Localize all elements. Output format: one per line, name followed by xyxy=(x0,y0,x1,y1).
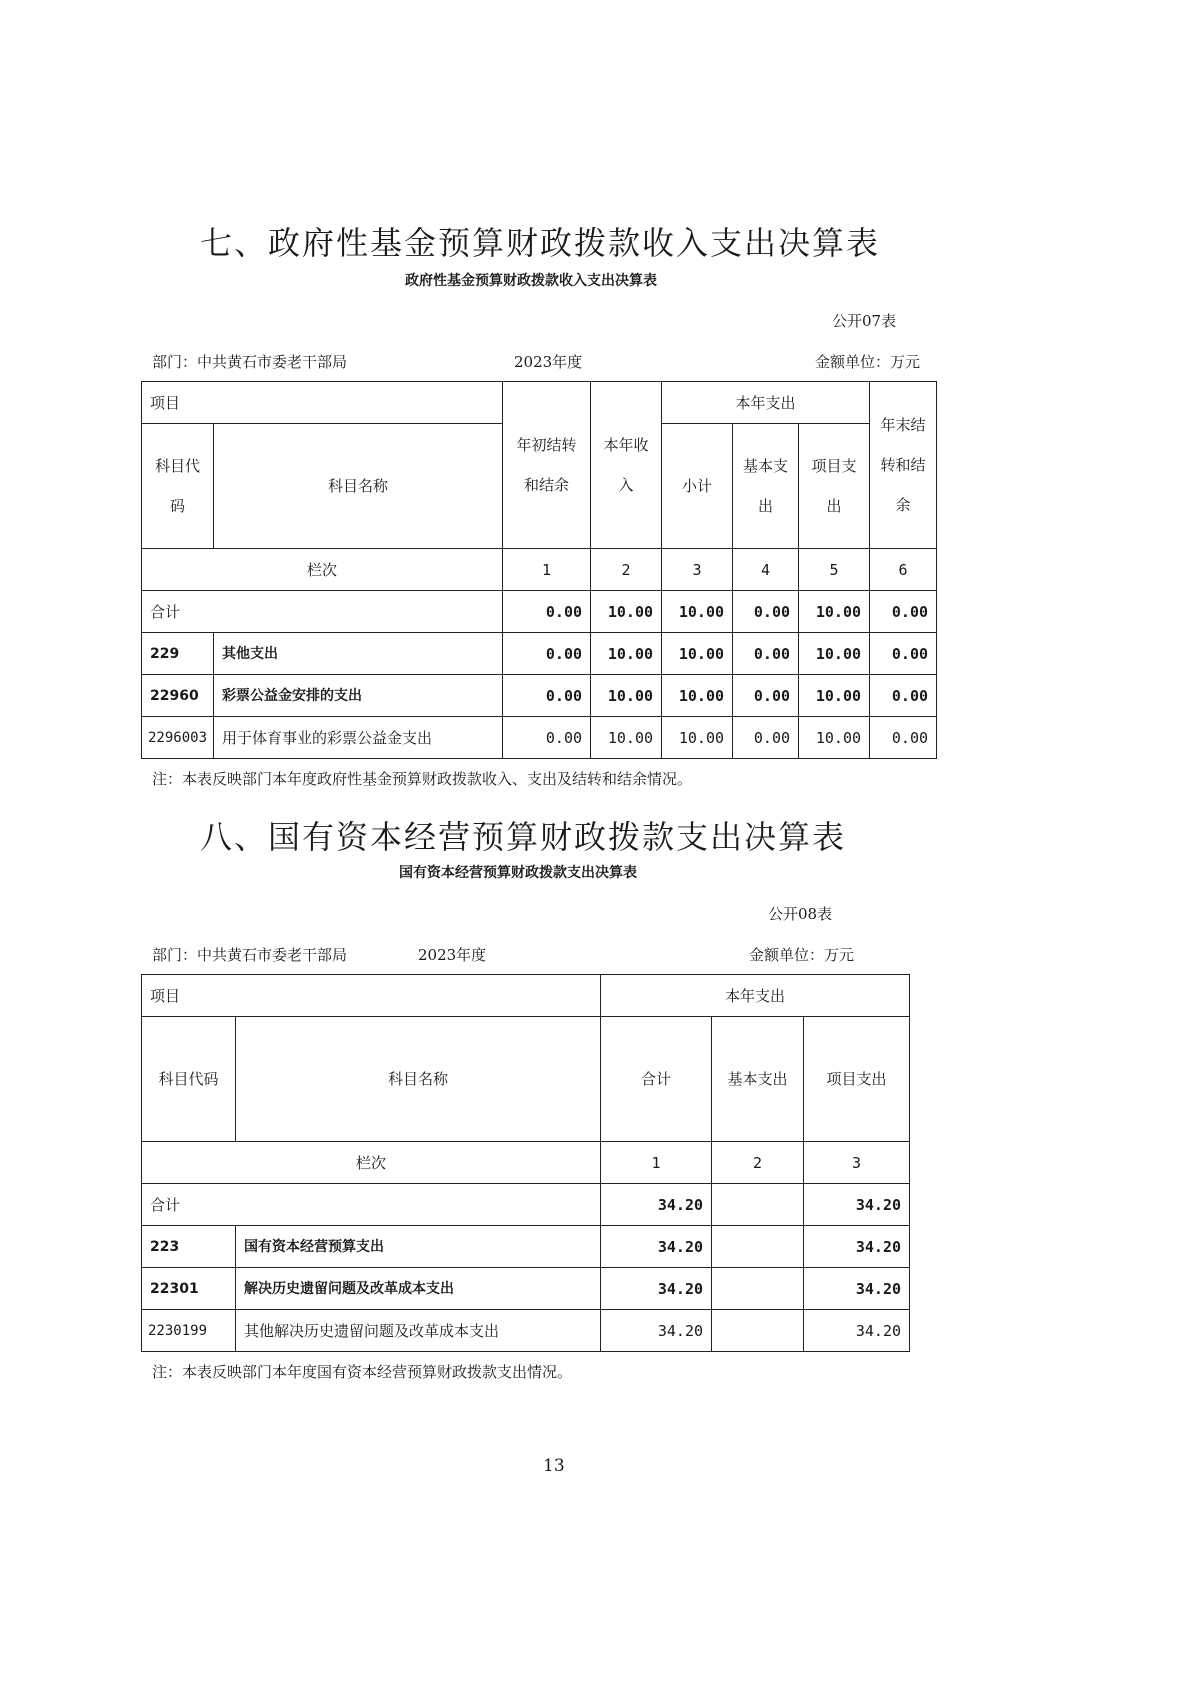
row-code: 22301 xyxy=(142,1268,236,1310)
cell-value xyxy=(712,1184,804,1226)
header-carry-in: 年初结转和结余 xyxy=(503,382,591,549)
col-number: 3 xyxy=(662,549,733,591)
table-row xyxy=(142,633,937,675)
column-index-label: 栏次 xyxy=(142,1142,601,1184)
cell-value: 34.20 xyxy=(601,1226,712,1268)
col-number: 2 xyxy=(712,1142,804,1184)
header-project: 项目支出 xyxy=(804,1017,910,1142)
row-name: 用于体育事业的彩票公益金支出 xyxy=(214,717,503,759)
row-name: 其他解决历史遗留问题及改革成本支出 xyxy=(236,1310,601,1352)
header-item: 项目 xyxy=(142,382,503,424)
cell-value: 0.00 xyxy=(503,675,591,717)
cell-value: 34.20 xyxy=(601,1310,712,1352)
row-code: 22960 xyxy=(142,675,214,717)
cell-value: 10.00 xyxy=(591,717,662,759)
section8-table xyxy=(141,974,910,1352)
cell-value: 34.20 xyxy=(804,1310,910,1352)
table-row xyxy=(142,717,937,759)
cell-value: 0.00 xyxy=(733,591,799,633)
cell-value: 34.20 xyxy=(601,1184,712,1226)
table-row xyxy=(142,1310,910,1352)
cell-value: 34.20 xyxy=(804,1226,910,1268)
cell-value: 10.00 xyxy=(662,675,733,717)
col-number: 4 xyxy=(733,549,799,591)
section7-unit: 金额单位：万元 xyxy=(815,353,921,371)
row-name: 国有资本经营预算支出 xyxy=(236,1226,601,1268)
cell-value: 10.00 xyxy=(799,717,870,759)
section8-form-no: 公开08表 xyxy=(768,905,833,923)
header-item: 项目 xyxy=(142,975,601,1017)
cell-value: 0.00 xyxy=(503,591,591,633)
row-name: 其他支出 xyxy=(214,633,503,675)
row-code: 2230199 xyxy=(142,1310,236,1352)
cell-value: 10.00 xyxy=(662,717,733,759)
header-code: 科目代码 xyxy=(142,424,214,549)
table-row xyxy=(142,1226,910,1268)
cell-value: 10.00 xyxy=(591,633,662,675)
row-name: 解决历史遗留问题及改革成本支出 xyxy=(236,1268,601,1310)
row-code: 2296003 xyxy=(142,717,214,759)
cell-value: 0.00 xyxy=(733,633,799,675)
header-project: 项目支出 xyxy=(799,424,870,549)
section7-note: 注：本表反映部门本年度政府性基金预算财政拨款收入、支出及结转和结余情况。 xyxy=(152,770,693,788)
section8-unit: 金额单位：万元 xyxy=(749,946,855,964)
row-name: 彩票公益金安排的支出 xyxy=(214,675,503,717)
header-carry-out: 年末结转和结余 xyxy=(870,382,937,549)
header-name: 科目名称 xyxy=(214,424,503,549)
row-code: 229 xyxy=(142,633,214,675)
section7-table xyxy=(141,381,937,759)
column-index-label: 栏次 xyxy=(142,549,503,591)
section7-year: 2023年度 xyxy=(514,353,583,371)
total-label: 合计 xyxy=(142,591,503,633)
table-row xyxy=(142,1268,910,1310)
cell-value: 34.20 xyxy=(804,1184,910,1226)
cell-value: 10.00 xyxy=(662,633,733,675)
header-expense-group: 本年支出 xyxy=(662,382,870,424)
header-basic: 基本支出 xyxy=(712,1017,804,1142)
cell-value xyxy=(712,1226,804,1268)
cell-value: 0.00 xyxy=(870,675,937,717)
cell-value: 0.00 xyxy=(870,717,937,759)
cell-value xyxy=(712,1268,804,1310)
total-label: 合计 xyxy=(142,1184,601,1226)
cell-value: 34.20 xyxy=(601,1268,712,1310)
table-row xyxy=(142,675,937,717)
cell-value: 10.00 xyxy=(799,633,870,675)
header-income: 本年收入 xyxy=(591,382,662,549)
total-row xyxy=(142,1184,910,1226)
col-number: 5 xyxy=(799,549,870,591)
cell-value: 0.00 xyxy=(503,633,591,675)
section8-heading: 八、国有资本经营预算财政拨款支出决算表 xyxy=(200,818,847,856)
cell-value: 0.00 xyxy=(870,591,937,633)
header-total: 合计 xyxy=(601,1017,712,1142)
cell-value: 34.20 xyxy=(804,1268,910,1310)
col-number: 6 xyxy=(870,549,937,591)
section8-note: 注：本表反映部门本年度国有资本经营预算财政拨款支出情况。 xyxy=(152,1363,573,1381)
col-number: 2 xyxy=(591,549,662,591)
cell-value: 0.00 xyxy=(733,717,799,759)
cell-value: 0.00 xyxy=(733,675,799,717)
header-expense-group: 本年支出 xyxy=(601,975,910,1017)
cell-value: 10.00 xyxy=(799,675,870,717)
col-number: 1 xyxy=(503,549,591,591)
page-number: 13 xyxy=(543,1456,565,1476)
row-code: 223 xyxy=(142,1226,236,1268)
header-basic: 基本支出 xyxy=(733,424,799,549)
cell-value: 10.00 xyxy=(591,675,662,717)
cell-value: 0.00 xyxy=(503,717,591,759)
cell-value: 10.00 xyxy=(799,591,870,633)
section8-year: 2023年度 xyxy=(418,946,487,964)
cell-value: 10.00 xyxy=(662,591,733,633)
col-number: 3 xyxy=(804,1142,910,1184)
section7-department: 部门：中共黄石市委老干部局 xyxy=(152,353,348,371)
cell-value: 0.00 xyxy=(870,633,937,675)
section7-subtitle: 政府性基金预算财政拨款收入支出决算表 xyxy=(405,273,657,289)
header-subtotal: 小计 xyxy=(662,424,733,549)
total-row xyxy=(142,591,937,633)
section8-department: 部门：中共黄石市委老干部局 xyxy=(152,946,348,964)
cell-value: 10.00 xyxy=(591,591,662,633)
section7-heading: 七、政府性基金预算财政拨款收入支出决算表 xyxy=(200,224,881,262)
section8-subtitle: 国有资本经营预算财政拨款支出决算表 xyxy=(399,865,637,881)
header-name: 科目名称 xyxy=(236,1017,601,1142)
col-number: 1 xyxy=(601,1142,712,1184)
section7-form-no: 公开07表 xyxy=(832,312,897,330)
cell-value xyxy=(712,1310,804,1352)
header-code: 科目代码 xyxy=(142,1017,236,1142)
